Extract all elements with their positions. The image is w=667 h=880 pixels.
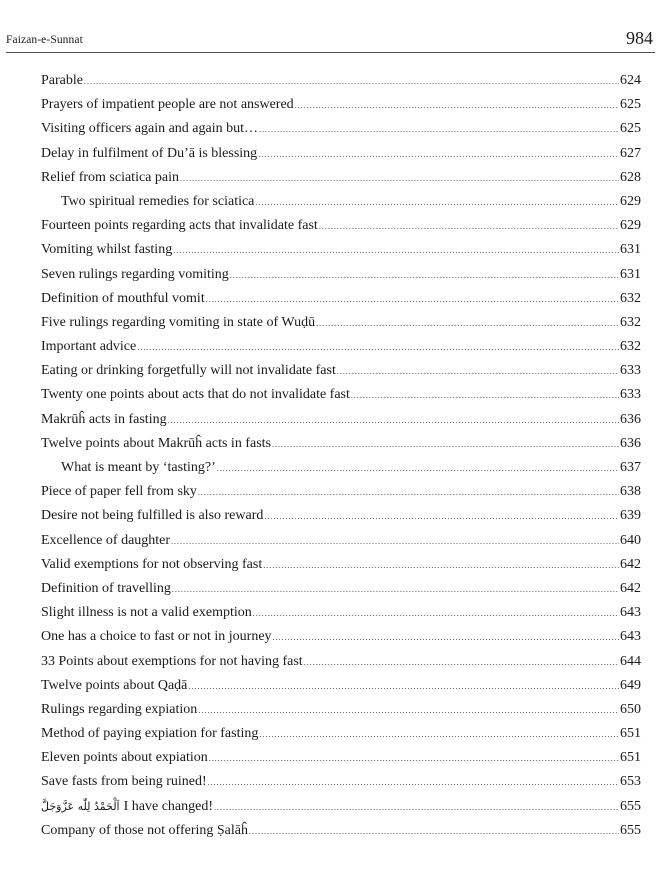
toc-entry xyxy=(41,698,641,722)
toc-entry-page: 627 xyxy=(620,145,641,161)
toc-entry-page: 632 xyxy=(620,290,641,306)
toc-entry-page: 651 xyxy=(620,726,641,742)
toc-entry xyxy=(41,770,641,794)
toc-entry xyxy=(41,456,641,480)
toc-dot-leader xyxy=(337,360,619,384)
toc-dot-leader xyxy=(171,530,619,554)
toc-entry-page: 642 xyxy=(620,556,641,572)
toc-entry-title-text: Save fasts from being ruined! xyxy=(41,774,207,790)
toc-entry-title xyxy=(41,142,257,166)
toc-dot-leader xyxy=(258,143,619,167)
toc-entry-page: 642 xyxy=(620,580,641,596)
toc-entry-page: 643 xyxy=(620,629,641,645)
toc-entry-title xyxy=(41,359,336,383)
toc-entry-title xyxy=(41,69,83,93)
toc-entry-title xyxy=(41,722,258,746)
toc-entry-title-text: Important advice xyxy=(41,339,137,355)
toc-entry-title xyxy=(41,746,208,770)
toc-entry-page: 636 xyxy=(620,411,641,427)
toc-entry-title xyxy=(41,335,136,359)
toc-entry-title xyxy=(61,456,216,480)
toc-entry-page: 632 xyxy=(620,339,641,355)
toc-entry xyxy=(41,746,641,770)
toc-entry-title-text: Two spiritual remedies for sciatica xyxy=(61,193,255,209)
toc-entry-title xyxy=(41,698,197,722)
toc-dot-leader xyxy=(137,336,619,360)
toc-entry-title xyxy=(41,432,271,456)
toc-entry-title xyxy=(41,383,350,407)
toc-entry-page: 633 xyxy=(620,363,641,379)
toc-entry-title-text: Delay in fulfilment of Du’ā is blessing xyxy=(41,145,258,161)
toc-dot-leader xyxy=(264,505,619,529)
toc-dot-leader xyxy=(173,239,619,263)
toc-entry-title xyxy=(41,650,303,674)
toc-dot-leader xyxy=(208,771,619,795)
page-header xyxy=(6,22,655,53)
toc-entry xyxy=(41,166,641,190)
toc-entry xyxy=(41,263,641,287)
toc-dot-leader xyxy=(351,384,619,408)
toc-entry-title-text: Twelve points about Makrūĥ acts in fasts xyxy=(41,435,271,451)
toc-entry-page: 640 xyxy=(620,532,641,548)
toc-entry-title xyxy=(41,263,229,287)
toc-entry-title-text: Rulings regarding expiation xyxy=(41,701,198,717)
toc-entry xyxy=(41,553,641,577)
toc-entry-page: 628 xyxy=(620,169,641,185)
toc-dot-leader xyxy=(273,626,619,650)
toc-dot-leader xyxy=(304,651,619,675)
toc-entry xyxy=(41,359,641,383)
toc-entry-title-text: Definition of travelling xyxy=(41,580,171,596)
toc-entry xyxy=(41,577,641,601)
toc-entry-title-text: Visiting officers again and again but… xyxy=(41,121,259,137)
toc-dot-leader xyxy=(172,578,619,602)
toc-entry-title xyxy=(41,577,171,601)
toc-entry-title-text: Seven rulings regarding vomiting xyxy=(41,266,229,282)
toc-entry-page: 649 xyxy=(620,677,641,693)
toc-entry-page: 655 xyxy=(620,822,641,838)
toc-entry xyxy=(41,383,641,407)
toc-entry xyxy=(41,722,641,746)
toc-entry-page: 624 xyxy=(620,73,641,88)
toc-entry-title-text: One has a choice to fast or not in journey xyxy=(41,629,272,645)
toc-entry-page: 638 xyxy=(620,484,641,500)
toc-entry-page: 650 xyxy=(620,701,641,717)
toc-dot-leader xyxy=(214,796,619,820)
toc-entry xyxy=(41,432,641,456)
toc-entry-title-text: Makrūĥ acts in fasting xyxy=(41,411,167,427)
toc-entry xyxy=(41,142,641,166)
toc-entry-title-text: Slight illness is not a valid exemption xyxy=(41,605,252,621)
toc-entry-page: 653 xyxy=(620,774,641,790)
toc-entry-title xyxy=(41,819,248,843)
toc-entry-page: 637 xyxy=(620,460,641,475)
toc-entry-title xyxy=(41,311,315,335)
toc-entry xyxy=(41,480,641,504)
toc-entry xyxy=(41,93,641,117)
toc-entry xyxy=(41,625,641,649)
toc-entry xyxy=(41,311,641,335)
toc-dot-leader xyxy=(263,554,619,578)
toc-entry-title-text: Relief from sciatica pain xyxy=(41,169,179,185)
toc-entry-title xyxy=(41,553,262,577)
toc-entry-page: 655 xyxy=(620,798,641,814)
toc-entry-title xyxy=(41,117,258,141)
toc-entry xyxy=(41,190,641,214)
toc-entry-page: 631 xyxy=(620,242,641,258)
toc-entry-title-text: Desire not being fulfilled is also reward xyxy=(41,508,264,524)
toc-entry xyxy=(41,287,641,311)
toc-entry-title-text: Definition of mouthful vomit xyxy=(41,290,205,306)
toc-dot-leader xyxy=(295,94,619,118)
toc-dot-leader xyxy=(316,312,619,336)
toc-entry-page: 632 xyxy=(620,314,641,330)
toc-entry xyxy=(41,214,641,238)
toc-entry-arabic-phrase: اَلْحَمْدُ لِلّٰه عَزَّوَجَلَّ xyxy=(41,799,120,813)
toc-entry-page: 633 xyxy=(620,387,641,403)
toc-entry-title xyxy=(41,529,170,553)
toc-dot-leader xyxy=(209,747,619,771)
toc-entry-title xyxy=(41,674,187,698)
toc-dot-leader xyxy=(198,699,619,723)
toc-entry-page: 651 xyxy=(620,750,641,766)
toc-entry-title-text: I have changed! xyxy=(123,798,214,814)
toc-entry-title xyxy=(41,238,172,262)
toc-entry-title-text: What is meant by ‘tasting?’ xyxy=(61,460,216,475)
toc-entry-title-text: Parable xyxy=(41,73,83,88)
toc-entry-title xyxy=(41,480,197,504)
toc-dot-leader xyxy=(253,602,619,626)
toc-entry xyxy=(41,69,641,93)
toc-dot-leader xyxy=(168,409,619,433)
toc-entry-title-text: Method of paying expiation for fasting xyxy=(41,726,259,742)
book-title: Faizan-e-Sunnat xyxy=(6,34,83,46)
toc-entry-page: 644 xyxy=(620,653,641,669)
toc-entry-title-text: Twenty one points about acts that do not invalidate fast xyxy=(41,387,350,403)
toc-entry-title-text: Vomiting whilst fasting xyxy=(41,242,173,258)
toc-dot-leader xyxy=(230,264,619,288)
toc-entry-page: 639 xyxy=(620,508,641,524)
toc-entry xyxy=(41,529,641,553)
toc-entry xyxy=(41,650,641,674)
toc-entry xyxy=(41,335,641,359)
table-of-contents xyxy=(41,69,641,843)
toc-entry xyxy=(41,117,641,141)
toc-entry xyxy=(41,795,641,819)
toc-entry-title xyxy=(41,770,207,794)
toc-dot-leader xyxy=(249,820,619,844)
toc-entry-page: 636 xyxy=(620,435,641,451)
toc-entry-title-text: Twelve points about Qaḍā xyxy=(41,677,188,693)
toc-entry-page: 629 xyxy=(620,193,641,209)
toc-entry-title xyxy=(41,625,272,649)
toc-entry-page: 629 xyxy=(620,218,641,234)
toc-entry-title-text: Eating or drinking forgetfully will not invalidate fast xyxy=(41,363,336,379)
toc-entry xyxy=(41,408,641,432)
toc-entry-title-text: Eleven points about expiation xyxy=(41,750,208,766)
toc-dot-leader xyxy=(84,70,619,94)
toc-entry-title-text: Company of those not offering Ṣalāĥ xyxy=(41,822,248,838)
toc-entry xyxy=(41,674,641,698)
toc-entry-title xyxy=(61,190,254,214)
toc-dot-leader xyxy=(259,118,619,142)
toc-entry-title-text: Prayers of impatient people are not answered xyxy=(41,97,294,113)
toc-entry-page: 631 xyxy=(620,266,641,282)
toc-dot-leader xyxy=(188,675,619,699)
toc-entry-title xyxy=(41,504,263,528)
toc-dot-leader xyxy=(180,167,619,191)
toc-entry-title xyxy=(41,601,252,625)
toc-entry-title-text: Valid exemptions for not observing fast xyxy=(41,556,263,572)
toc-entry-page: 643 xyxy=(620,605,641,621)
toc-entry-title xyxy=(41,166,179,190)
toc-entry-title-text: Excellence of daughter xyxy=(41,532,171,548)
toc-entry-title xyxy=(41,214,318,238)
toc-entry xyxy=(41,601,641,625)
toc-dot-leader xyxy=(259,723,619,747)
toc-entry-title xyxy=(41,93,294,117)
toc-entry-page: 625 xyxy=(620,121,641,137)
toc-dot-leader xyxy=(255,191,619,215)
toc-entry-title-text: Fourteen points regarding acts that invalidate fast xyxy=(41,218,318,234)
toc-entry xyxy=(41,504,641,528)
toc-entry-title xyxy=(41,408,167,432)
toc-entry-title-text: Five rulings regarding vomiting in state of Wuḍū xyxy=(41,314,316,330)
toc-entry-title-text: Piece of paper fell from sky xyxy=(41,484,197,500)
toc-entry-title-text: 33 Points about exemptions for not having fast xyxy=(41,653,303,669)
toc-entry-title xyxy=(41,795,213,819)
page-number: 984 xyxy=(626,28,653,48)
toc-entry-title xyxy=(41,287,205,311)
toc-entry xyxy=(41,819,641,843)
toc-entry xyxy=(41,238,641,262)
toc-dot-leader xyxy=(217,457,619,481)
toc-dot-leader xyxy=(206,288,619,312)
toc-dot-leader xyxy=(272,433,619,457)
toc-dot-leader xyxy=(198,481,619,505)
toc-dot-leader xyxy=(319,215,619,239)
toc-entry-page: 625 xyxy=(620,97,641,113)
